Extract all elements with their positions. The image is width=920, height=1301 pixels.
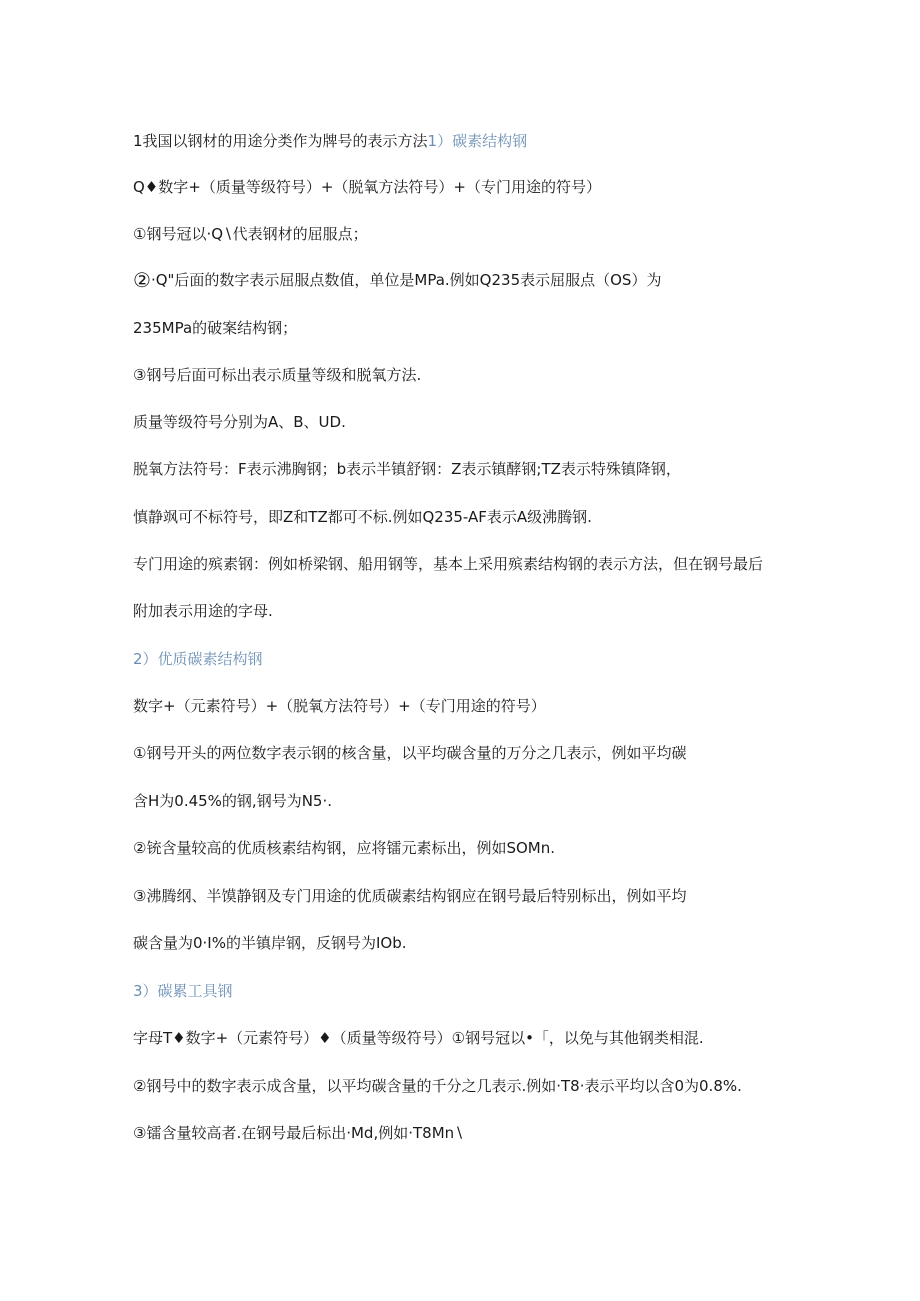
- paragraph-line: ②钢号中的数字表示成含量，以平均碳含量的千分之几表示.例如·T8·表示平均以含0为0.8%.: [133, 1077, 742, 1095]
- paragraph-line: Q♦数字+（质量等级符号）+（脱氧方法符号）+（专门用途的符号）: [133, 178, 601, 196]
- line-text: 1我国以钢材的用途分类作为牌号的表示方法: [133, 132, 428, 150]
- paragraph-line: 字母T♦数字+（元素符号）♦（质量等级符号）①钢号冠以•「，以免与其他钢类相混.: [133, 1029, 704, 1047]
- line-text: ·Q"后面的数字表示屈服点数值，单位是MPa.例如Q235表示屈服点（OS）为: [150, 271, 662, 289]
- section-heading-inline: 1）碳素结构钢: [427, 132, 528, 150]
- paragraph-line: [133, 270, 813, 290]
- paragraph-line: ③沸腾纲、半馍静钢及专门用途的优质碳素结构钢应在钢号最后特别标出，例如平均: [133, 887, 687, 905]
- paragraph-line: 数字+（元素符号）+（脱氧方法符号）+（专门用途的符号）: [133, 697, 546, 715]
- paragraph-line: ③钢号后面可标出表示质量等级和脱氧方法.: [133, 366, 422, 384]
- paragraph-line: 附加表示用途的字母.: [133, 602, 273, 620]
- paragraph-line: ①钢号开头的两位数字表示钢的核含量，以平均碳含量的万分之几表示，例如平均碳: [133, 744, 687, 762]
- paragraph-line: ②铳含量较高的优质核素结构钢，应将镭元素标出，例如SOMn.: [133, 839, 555, 857]
- paragraph-line: 慎静飒可不标符号，即Z和TZ都可不标.例如Q235-AF表示A级沸腾钢.: [133, 508, 592, 526]
- paragraph-line: 专门用途的殡素钢：例如桥梁钢、船用钢等，基本上采用殡素结构钢的表示方法，但在钢号最后: [133, 555, 764, 573]
- paragraph-line: [133, 131, 813, 151]
- paragraph-line: 含H为0.45%的钢,钢号为N5·.: [133, 792, 332, 810]
- paragraph-line: 235MPa的破案结构钢；: [133, 319, 298, 337]
- section-heading: 3）碳累工具钢: [133, 982, 233, 1000]
- paragraph-line: ③镭含量较高者.在钢号最后标出·Md,例如·T8Mn∖: [133, 1124, 464, 1142]
- paragraph-line: 碳含量为0·I%的半镇岸钢，反钢号为IOb.: [133, 934, 407, 952]
- paragraph-line: 脱氧方法符号：F表示沸胸钢；b表示半镇舒钢：Z表示镇酵钢;TZ表示特殊镇降钢，: [133, 460, 681, 478]
- paragraph-line: ①钢号冠以·Q∖代表钢材的屈服点；: [133, 225, 368, 243]
- circled-number: ②: [133, 268, 151, 292]
- paragraph-line: 质量等级符号分别为A、B、UD.: [133, 413, 346, 431]
- section-heading: 2）优质碳素结构钢: [133, 650, 263, 668]
